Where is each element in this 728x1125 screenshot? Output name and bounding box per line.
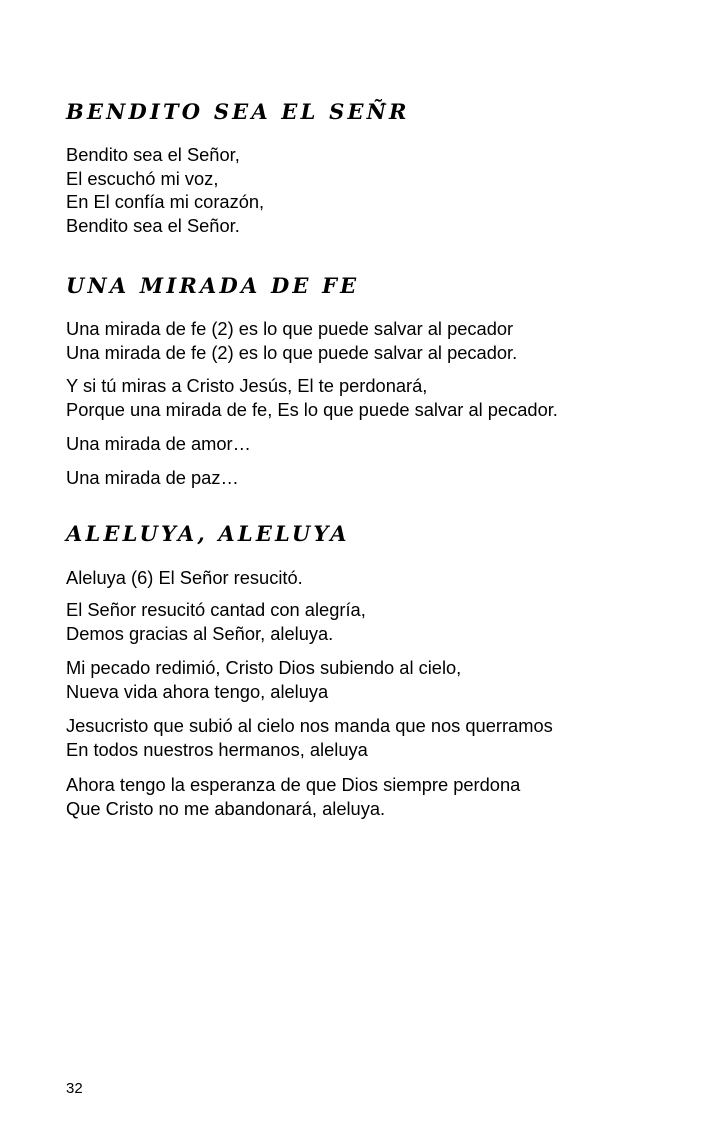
lyric-line: Aleluya (6) El Señor resucitó. (66, 567, 303, 588)
song-verse (66, 143, 264, 237)
song-verse (66, 714, 553, 761)
song-verse (66, 566, 303, 590)
lyric-line: Demos gracias al Señor, aleluya. (66, 622, 334, 644)
song-title: UNA MIRADA DE FE (66, 273, 360, 298)
lyric-line: Bendito sea el Señor. (66, 214, 240, 236)
lyric-line: Y si tú miras a Cristo Jesús, El te perdonará, (66, 375, 428, 396)
lyric-line: Bendito sea el Señor, (66, 144, 240, 165)
lyric-line: Porque una mirada de fe, Es lo que puede salvar al pecador. (66, 398, 558, 420)
lyric-line: El Señor resucitó cantad con alegría, (66, 599, 366, 620)
song-verse (66, 317, 517, 364)
page-number: 32 (66, 1080, 83, 1097)
lyric-line: Una mirada de fe (2) es lo que puede salvar al pecador (66, 318, 514, 339)
song-verse (66, 374, 558, 421)
song-verse (66, 432, 251, 456)
lyric-line: En todos nuestros hermanos, aleluya (66, 738, 368, 760)
lyric-line: El escuchó mi voz, (66, 167, 219, 189)
lyric-line: Ahora tengo la esperanza de que Dios siempre perdona (66, 774, 521, 795)
song-title: BENDITO SEA EL SEÑ́R (66, 99, 410, 124)
song-verse (66, 773, 520, 820)
song-verse (66, 466, 239, 490)
lyric-line: En El confía mi corazón, (66, 191, 265, 212)
song-verse (66, 598, 366, 645)
lyric-line: Que Cristo no me abandonará, aleluya. (66, 797, 386, 819)
lyric-line: Jesucristo que subió al cielo nos manda que nos querramos (66, 715, 553, 736)
lyric-line: Nueva vida ahora tengo, aleluya (66, 680, 329, 702)
lyric-line: Una mirada de paz… (66, 467, 239, 488)
song-title: ALELUYA, ALELUYA (66, 521, 350, 546)
song-verse (66, 656, 461, 703)
lyric-line: Una mirada de fe (2) es lo que puede salvar al pecador. (66, 341, 518, 363)
lyric-line: Una mirada de amor… (66, 433, 251, 454)
lyric-line: Mi pecado redimió, Cristo Dios subiendo al cielo, (66, 657, 462, 678)
